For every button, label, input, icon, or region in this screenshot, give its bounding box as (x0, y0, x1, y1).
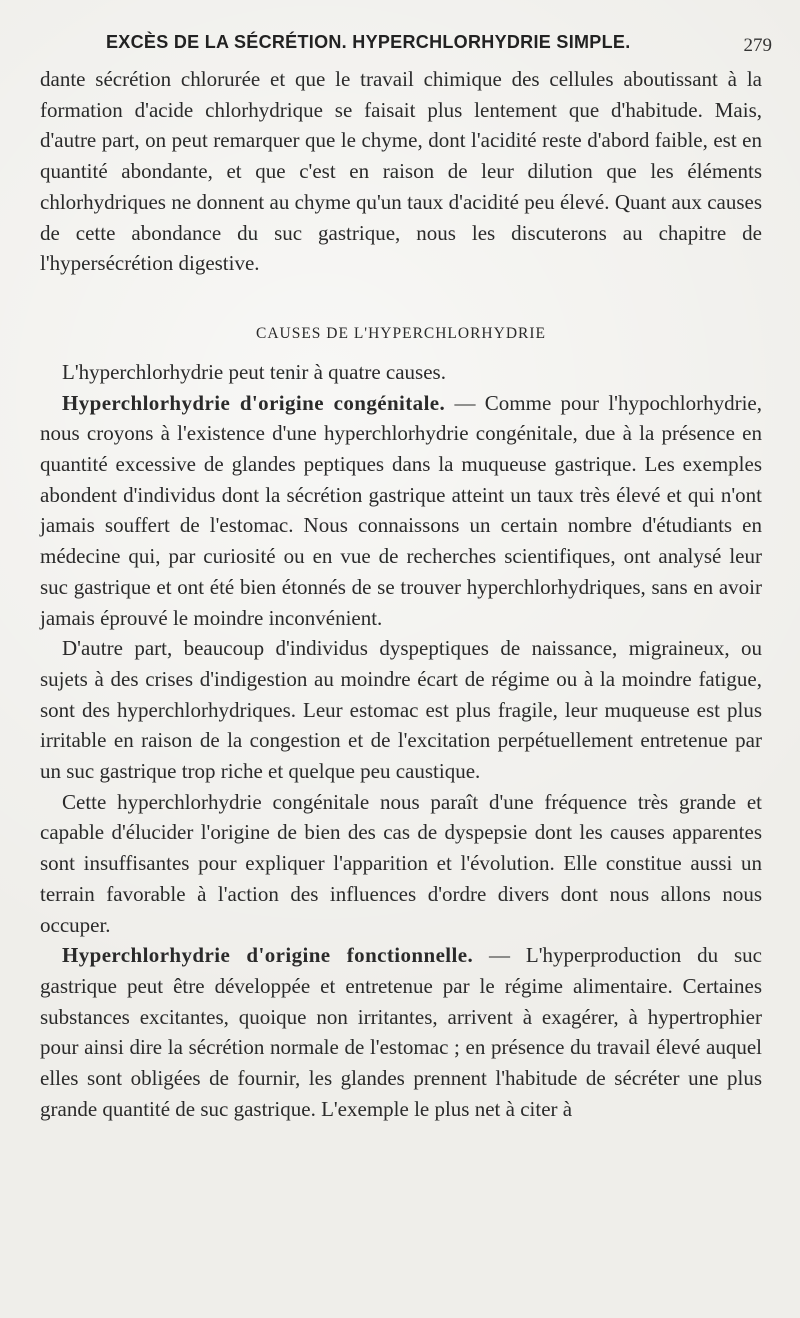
paragraph-congenital-text: — Comme pour l'hypochlorhydrie, nous croyons à l'existence d'une hyperchlorhydrie congénitale, due à la présence en quantité excessive de glandes peptiques dans la muqueuse gastrique. Les exemples abondent d'individus dont la sécrétion gastrique atteint un taux très élevé et qui n'ont jamais souffert de l'estomac. Nous connaissons un certain nombre d'étudiants en médecine qui, par curiosité ou en vue de recherches scientifiques, ont analysé leur suc gastrique et ont été bien étonnés de se trouver hyperchlorhydriques, sans en avoir jamais éprouvé le moindre inconvénient. (40, 390, 762, 630)
paragraph-intro: L'hyperchlorhydrie peut tenir à quatre causes. (62, 359, 446, 384)
paragraph-frequency: Cette hyperchlorhydrie congénitale nous paraît d'une fréquence très grande et capable d'élucider l'origine de bien des cas de dyspepsie dont les causes apparentes sont insuffisantes pour expliquer l'apparition et l'évolution. Elle constitue aussi un terrain favorable à l'action des influences d'ordre divers dont nous allons nous occuper. (40, 789, 762, 937)
paragraph-functional (40, 940, 762, 1124)
page-number: 279 (743, 35, 772, 56)
paragraph-functional-text: — L'hyperproduction du suc gastrique peut être développée et entretenue par le régime alimentaire. Certaines substances excitantes, quoique non irritantes, arrivent à exagérer, à hypertrophier pour ainsi dire la sécrétion normale de l'estomac ; en présence du travail élevé auquel elles sont obligées de fournir, les glandes prennent l'habitude de sécréter une plus grande quantité de suc gastrique. L'exemple le plus net à citer à (40, 943, 762, 1121)
paragraph-dyspeptics: D'autre part, beaucoup d'individus dyspeptiques de naissance, migraineux, ou sujets à des crises d'indigestion au moindre écart de régime ou à la moindre fatigue, sont des hyperchlorhydriques. Leur estomac est plus fragile, leur muqueuse est plus irritable en raison de la congestion et de l'excitation perpétuellement entretenue par un suc gastrique trop riche et quelque peu caustique. (40, 636, 762, 784)
run-in-heading-congenital: Hyperchlorhydrie d'origine congénitale. (62, 390, 446, 415)
running-title: EXCÈS DE LA SÉCRÉTION. HYPERCHLORHYDRIE SIMPLE. (106, 32, 631, 52)
paragraph-congenital (40, 388, 762, 634)
running-header (40, 32, 780, 58)
page-body (40, 64, 762, 1125)
paragraph-continued: dante sécrétion chlorurée et que le travail chimique des cellules aboutissant à la formation d'acide chlorhydrique se faisait plus lentement que d'habitude. Mais, d'autre part, on peut remarquer que le chyme, dont l'acidité reste d'abord faible, est en quantité abondante, et que c'est en raison de leur dilution que les éléments chlorhydriques ne donnent au chyme qu'un taux d'acidité peu élevé. Quant aux causes de cette abondance du suc gastrique, nous les discuterons au chapitre de l'hypersécrétion digestive. (40, 67, 762, 276)
run-in-heading-functional: Hyperchlorhydrie d'origine fonctionnelle. (62, 943, 474, 968)
section-heading: CAUSES DE L'HYPERCHLORHYDRIE (255, 324, 546, 342)
